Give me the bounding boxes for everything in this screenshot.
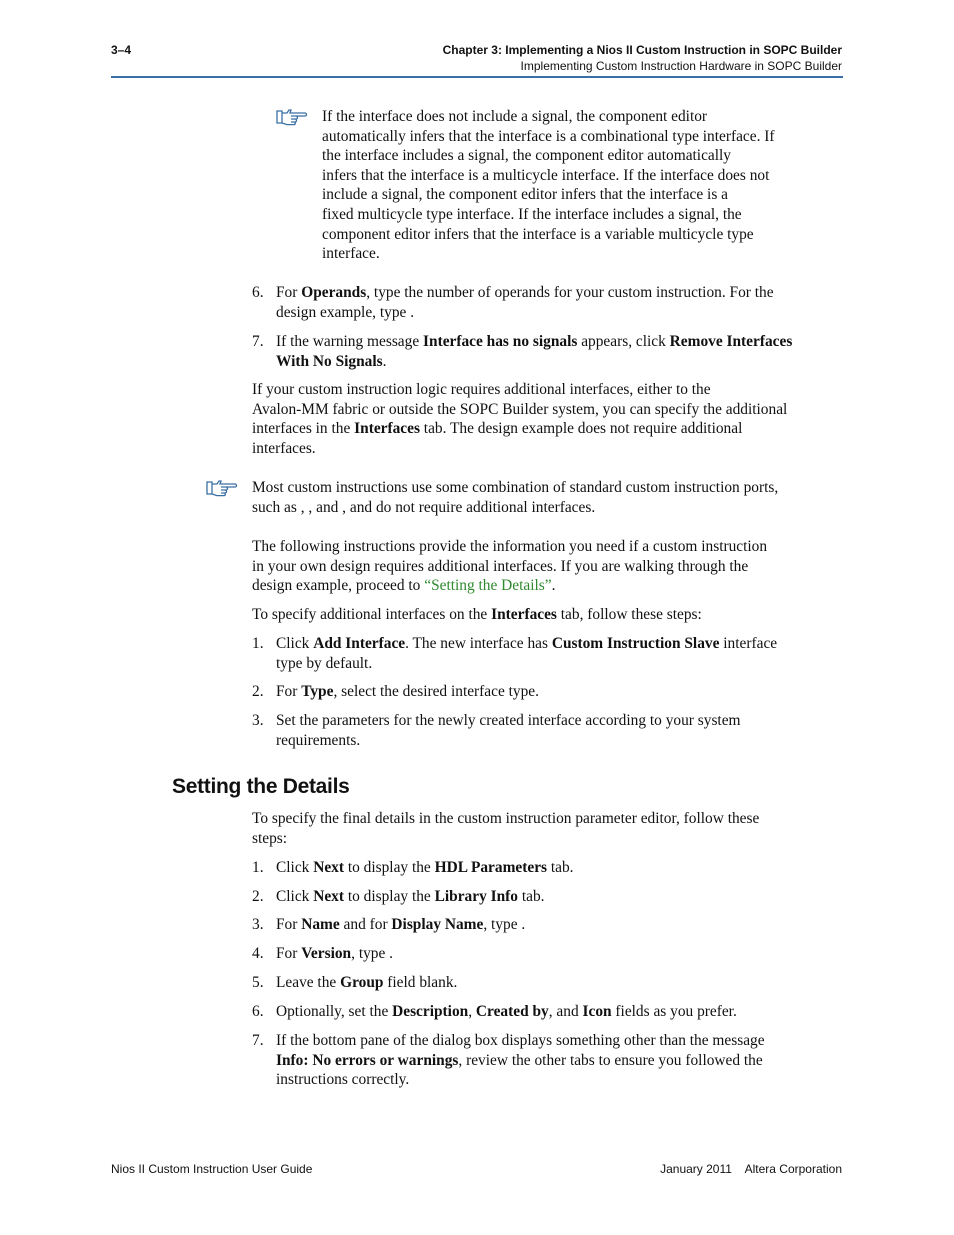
text: For [276, 945, 302, 962]
list-number: 2. [252, 683, 264, 700]
ui-term: Remove Interfaces [669, 333, 793, 350]
text: Click [276, 859, 314, 876]
list-number: 7. [252, 1032, 264, 1049]
list-item-description [276, 1002, 737, 1022]
note-line: include a signal, the component editor infers that the interface is a [322, 186, 728, 204]
ui-term: Version [301, 945, 352, 962]
note-line: automatically infers that the interface is a combinational type interface. If [322, 127, 775, 145]
paragraph-following-instructions [252, 537, 767, 596]
ui-term: HDL Parameters [434, 859, 548, 876]
note-line: infers that the interface is a multicycle interface. If the interface does not [322, 166, 770, 184]
text: tab. [517, 888, 545, 905]
list-number: 6. [252, 284, 264, 301]
text: Optionally, set the [276, 1003, 393, 1020]
list-number: 3. [252, 712, 264, 729]
list-item-version [276, 944, 393, 964]
text: Most custom instructions use some combination of standard custom instruction ports, [252, 479, 779, 496]
text: For [276, 683, 302, 700]
list-item-select-type [276, 682, 539, 702]
chapter-title: Chapter 3: Implementing a Nios II Custom Instruction in SOPC Builder [442, 43, 842, 57]
text: and for [339, 916, 392, 933]
text: , type . [351, 945, 394, 962]
footer-date-company: January 2011 Altera Corporation [660, 1162, 842, 1176]
pointing-hand-note-icon [276, 108, 308, 126]
text: The following instructions provide the information you need if a custom instruction [252, 538, 768, 555]
text: For [276, 284, 302, 301]
ui-term: Icon [582, 1003, 612, 1020]
text: , and [548, 1003, 583, 1020]
text: requirements. [276, 731, 361, 749]
text: interface [719, 635, 778, 652]
paragraph-final-details [252, 809, 759, 848]
ui-term: Display Name [391, 916, 484, 933]
text: Avalon-MM fabric or outside the SOPC Builder system, you can specify the additional [252, 400, 788, 418]
text: fields as you prefer. [611, 1003, 737, 1020]
text: Click [276, 635, 314, 652]
ui-term: Operands [301, 284, 367, 301]
running-header [443, 42, 842, 74]
pointing-hand-note-icon [206, 479, 238, 497]
note-standard-ports [252, 478, 778, 517]
ui-term: Info: No errors or warnings [276, 1051, 459, 1069]
text: tab. [547, 859, 574, 876]
ui-term: Name [301, 916, 340, 933]
list-item-warning [276, 332, 792, 371]
list-number: 6. [252, 1003, 264, 1020]
list-item-check-errors [276, 1031, 765, 1090]
list-item-name [276, 915, 525, 935]
list-item-hdl-parameters [276, 858, 574, 878]
ui-term: With No Signals [276, 352, 383, 370]
text: . [551, 577, 556, 595]
ui-term: Description [392, 1003, 469, 1020]
text: Click [276, 888, 314, 905]
text: in your own design requires additional interfaces. If you are walking through the [252, 557, 749, 575]
text: If the warning message [276, 333, 424, 350]
note-line: fixed multicycle type interface. If the interface includes a signal, the [322, 205, 742, 223]
list-number: 2. [252, 888, 264, 905]
note-interface-inference [322, 107, 775, 264]
ui-term: Created by [475, 1003, 549, 1020]
text: If the bottom pane of the dialog box displays something other than the message [276, 1032, 765, 1049]
note-line: component editor infers that the interface is a variable multicycle type [322, 225, 754, 243]
text: , [468, 1003, 476, 1020]
text: , type the number of operands for your custom instruction. For the [366, 284, 774, 301]
text: , review the other tabs to ensure you followed the [458, 1051, 763, 1069]
text: design example, proceed to [252, 577, 425, 595]
note-line: the interface includes a signal, the component editor automatically [322, 147, 731, 165]
text: For [276, 916, 302, 933]
text: To specify the final details in the custom instruction parameter editor, follow these [252, 810, 760, 827]
list-number: 4. [252, 945, 264, 962]
text: . The new interface has [405, 635, 552, 652]
ui-term: Type [301, 683, 334, 700]
paragraph-additional-interfaces [252, 380, 787, 458]
text: . [382, 352, 387, 370]
ui-term: Next [313, 859, 344, 876]
section-heading: Setting the Details [172, 775, 350, 798]
text: tab. The design example does not require additional [419, 420, 743, 438]
text: design example, type . [276, 303, 415, 321]
text: To specify additional interfaces on the [252, 606, 492, 623]
ui-term: Interfaces [491, 606, 557, 623]
section-title-header: Implementing Custom Instruction Hardware in SOPC Builder [520, 59, 842, 73]
text: Set the parameters for the newly created interface according to your system [276, 712, 741, 729]
ui-term: Interfaces [354, 420, 420, 438]
list-number: 7. [252, 333, 264, 350]
ui-term: Interface has no signals [423, 333, 578, 350]
list-item-operands [276, 283, 774, 322]
note-line: interface. [322, 245, 380, 263]
text: type by default. [276, 654, 373, 672]
note-line: If the interface does not include a signal, the component editor [322, 108, 708, 125]
ui-term: Group [340, 974, 384, 991]
list-item-set-parameters [276, 711, 741, 750]
text: to display the [343, 888, 435, 905]
link-setting-the-details[interactable]: “Setting the Details” [424, 577, 552, 595]
text: , type . [483, 916, 526, 933]
text: appears, click [577, 333, 670, 350]
list-item-group [276, 973, 457, 993]
ui-term: Next [313, 888, 344, 905]
text: field blank. [383, 974, 458, 991]
text: to display the [343, 859, 435, 876]
text: interfaces. [252, 439, 316, 457]
text: steps: [252, 829, 288, 847]
text: Leave the [276, 974, 341, 991]
text: instructions correctly. [276, 1071, 410, 1089]
paragraph-specify-interfaces [252, 605, 702, 625]
page-number: 3–4 [111, 43, 132, 57]
text: tab, follow these steps: [556, 606, 702, 623]
text: If your custom instruction logic requires additional interfaces, either to the [252, 381, 711, 398]
ui-term: Library Info [434, 888, 518, 905]
list-number: 3. [252, 916, 264, 933]
list-number: 1. [252, 859, 264, 876]
ui-term: Custom Instruction Slave [551, 635, 720, 652]
header-rule [111, 76, 843, 78]
list-item-add-interface [276, 634, 777, 673]
footer-guide-title: Nios II Custom Instruction User Guide [111, 1162, 313, 1176]
ui-term: Add Interface [313, 635, 406, 652]
list-number: 1. [252, 635, 264, 652]
list-number: 5. [252, 974, 264, 991]
text: such as , , and , and do not require additional interfaces. [252, 498, 596, 516]
text: interfaces in the [252, 420, 355, 438]
text: , select the desired interface type. [333, 683, 539, 700]
list-item-library-info [276, 887, 544, 907]
